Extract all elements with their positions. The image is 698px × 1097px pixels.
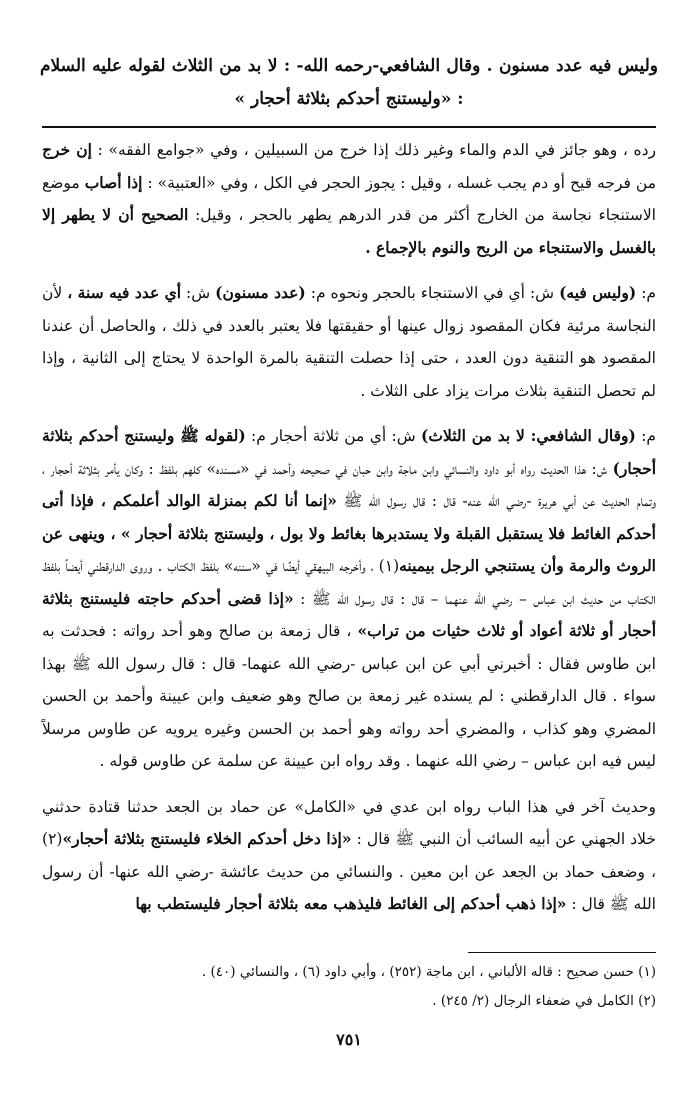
footnote-separator-line bbox=[468, 952, 656, 953]
text-run: (١) ، وأخرجه البيهقي أيضًا في «سننه» بلفظ الكتاب . وروى الدارقطني أيضاً بلفظ الكتاب من حديث ابن عباس – رضي الله عنهما – قال : قال رسول الله ﷺ : bbox=[42, 557, 656, 608]
commentary-paragraph bbox=[42, 791, 656, 921]
text-run: ش: هذا الحديث رواه أبو داود والنسائي وابن ماجة وابن حبان في صحيحه وأحمد في «مسنده» كلهم بلفظ : وكان يأمر بثلاثة أحجار ، وتمام الحديث عن أبي هريرة -رضي الله عنه- قال : قال رسول الله ﷺ bbox=[42, 459, 656, 510]
bold-text-run: إن خرج bbox=[42, 140, 92, 159]
bold-text-run: (وليس فيه) bbox=[559, 283, 637, 302]
text-run: ش: أي في الاستنجاء بالحجر ونحوه م: bbox=[305, 284, 560, 302]
text-run: م: bbox=[636, 284, 657, 302]
bold-text-run: أي عدد فيه سنة ، bbox=[67, 283, 182, 302]
text-run: لأن النجاسة مرئية فكان المقصود زوال عينها أو حقيقتها فلا يعتبر بالعدد في ذلك ، والحاصل أن عندنا المقصود هو التنقية دون العدد ، حتى إذا حصلت التنقية بالمرة الواحدة لا يحتاج إلى الثانية ، وإذا لم تحصل التنقية بثلاث مرات يزاد على الثلاث . bbox=[42, 284, 656, 400]
commentary-paragraph bbox=[42, 277, 656, 407]
text-run: موضع الاستنجاء نجاسة من الخارج أكثر من قدر الدرهم يطهر بالحجر ، وقيل: bbox=[42, 173, 656, 224]
bold-text-run: (لقوله ﷺ وليستنج أحدكم بثلاثة أحجار) bbox=[42, 426, 656, 478]
text-run: من فرجه قيح أو دم يجب غسله ، وقيل : يجوز الحجر في الكل ، وفي «العتبية» : bbox=[142, 173, 656, 192]
text-run: ش: أي من ثلاثة أحجار م: bbox=[245, 427, 422, 445]
text-run: رده ، وهو جائز في الدم والماء وغير ذلك إذا خرج من السبيلين ، وفي «جوامع الفقه» : bbox=[91, 141, 656, 159]
commentary-paragraph bbox=[42, 134, 656, 264]
text-run: م: bbox=[635, 427, 657, 445]
bold-text-run: «إنما أنا لكم بمنزلة الوالد أعلمكم ، فإذا أتى أحدكم الغائط فلا يستقبل القبلة ولا يستدبرها بغائط ولا بول ، وليستنج بثلاثة أحجار » ، وينهى عن الروث والرمة وأن يستنجي الرجل بيمينه bbox=[42, 491, 656, 575]
commentary-paragraph bbox=[42, 420, 656, 778]
text-run: ، قال زمعة بن صالح وهو أحد رواته : فحدثت به ابن طاوس فقال : أخبرني أبي عن ابن عباس -رضي الله عنهما- قال : قال رسول الله ﷺ بهذا سواء . قال الدارقطني : لم يسنده غير زمعة بن صالح وهو ضعيف وابن عيينة وأحمد بن الحسن المضري وهو كذاب ، والمضري أحد رواته وهو أحمد بن الحسن وغيره يرويه عن طاوس مرسلاً ليس فيه ابن عباس – رضي الله عنهما . وقد رواه ابن عيينة عن سلمة عن طاوس قوله . bbox=[42, 622, 656, 770]
text-run: (٢) ، وضعف حماد بن الجعد عن ابن معين . والنسائي من حديث عائشة -رضي الله عنها- أن رسول الله ﷺ قال : bbox=[42, 830, 656, 913]
footnote-2: (٢) الكامل في ضعفاء الرجال (٢/ ٢٤٥) . bbox=[432, 993, 656, 1009]
footnote-1: (١) حسن صحيح : قاله الألباني ، ابن ماجة (٢٥٢) ، وأبي داود (٦) ، والنسائي (٤٠) . bbox=[201, 964, 656, 980]
bold-text-run: (وقال الشافعي: لا بد من الثلاث) bbox=[421, 426, 636, 445]
bold-text-run: «إذا دخل أحدكم الخلاء فليستنج بثلاثة أحجار» bbox=[62, 829, 352, 848]
matn-separator-line bbox=[42, 126, 656, 128]
bold-text-run: «إذا قضى أحدكم حاجته فليستنج بثلاثة أحجار أو ثلاثة أعواد أو ثلاث حثيات من تراب» bbox=[42, 588, 656, 640]
commentary-body bbox=[42, 134, 656, 934]
bold-text-run: إذا أصاب bbox=[84, 172, 143, 192]
bold-text-run: «إذا ذهب أحدكم إلى الغائط فليذهب معه بثلاثة أحجار فليستطب بها bbox=[135, 894, 567, 913]
footnotes bbox=[42, 958, 656, 1016]
bold-text-run: الصحيح أن لا يطهر إلا بالغسل والاستنجاء من الريح والنوم بالإجماع . bbox=[42, 205, 656, 257]
text-run: وحديث آخر في هذا الباب رواه ابن عدي في «الكامل» عن حماد بن الجعد حدثنا قتادة حدثني خلاد الجهني عن أبيه السائب أن النبي ﷺ قال : bbox=[42, 797, 656, 848]
matn-text: وليس فيه عدد مسنون . وقال الشافعي-رحمه الله- : لا بد من الثلاث لقوله عليه السلام : «وليستنج أحدكم بثلاثة أحجار » bbox=[40, 56, 658, 109]
text-run: ش: bbox=[181, 284, 216, 302]
page-number: ٧٥١ bbox=[336, 1030, 362, 1049]
bold-text-run: (عدد مسنون) bbox=[215, 283, 306, 302]
